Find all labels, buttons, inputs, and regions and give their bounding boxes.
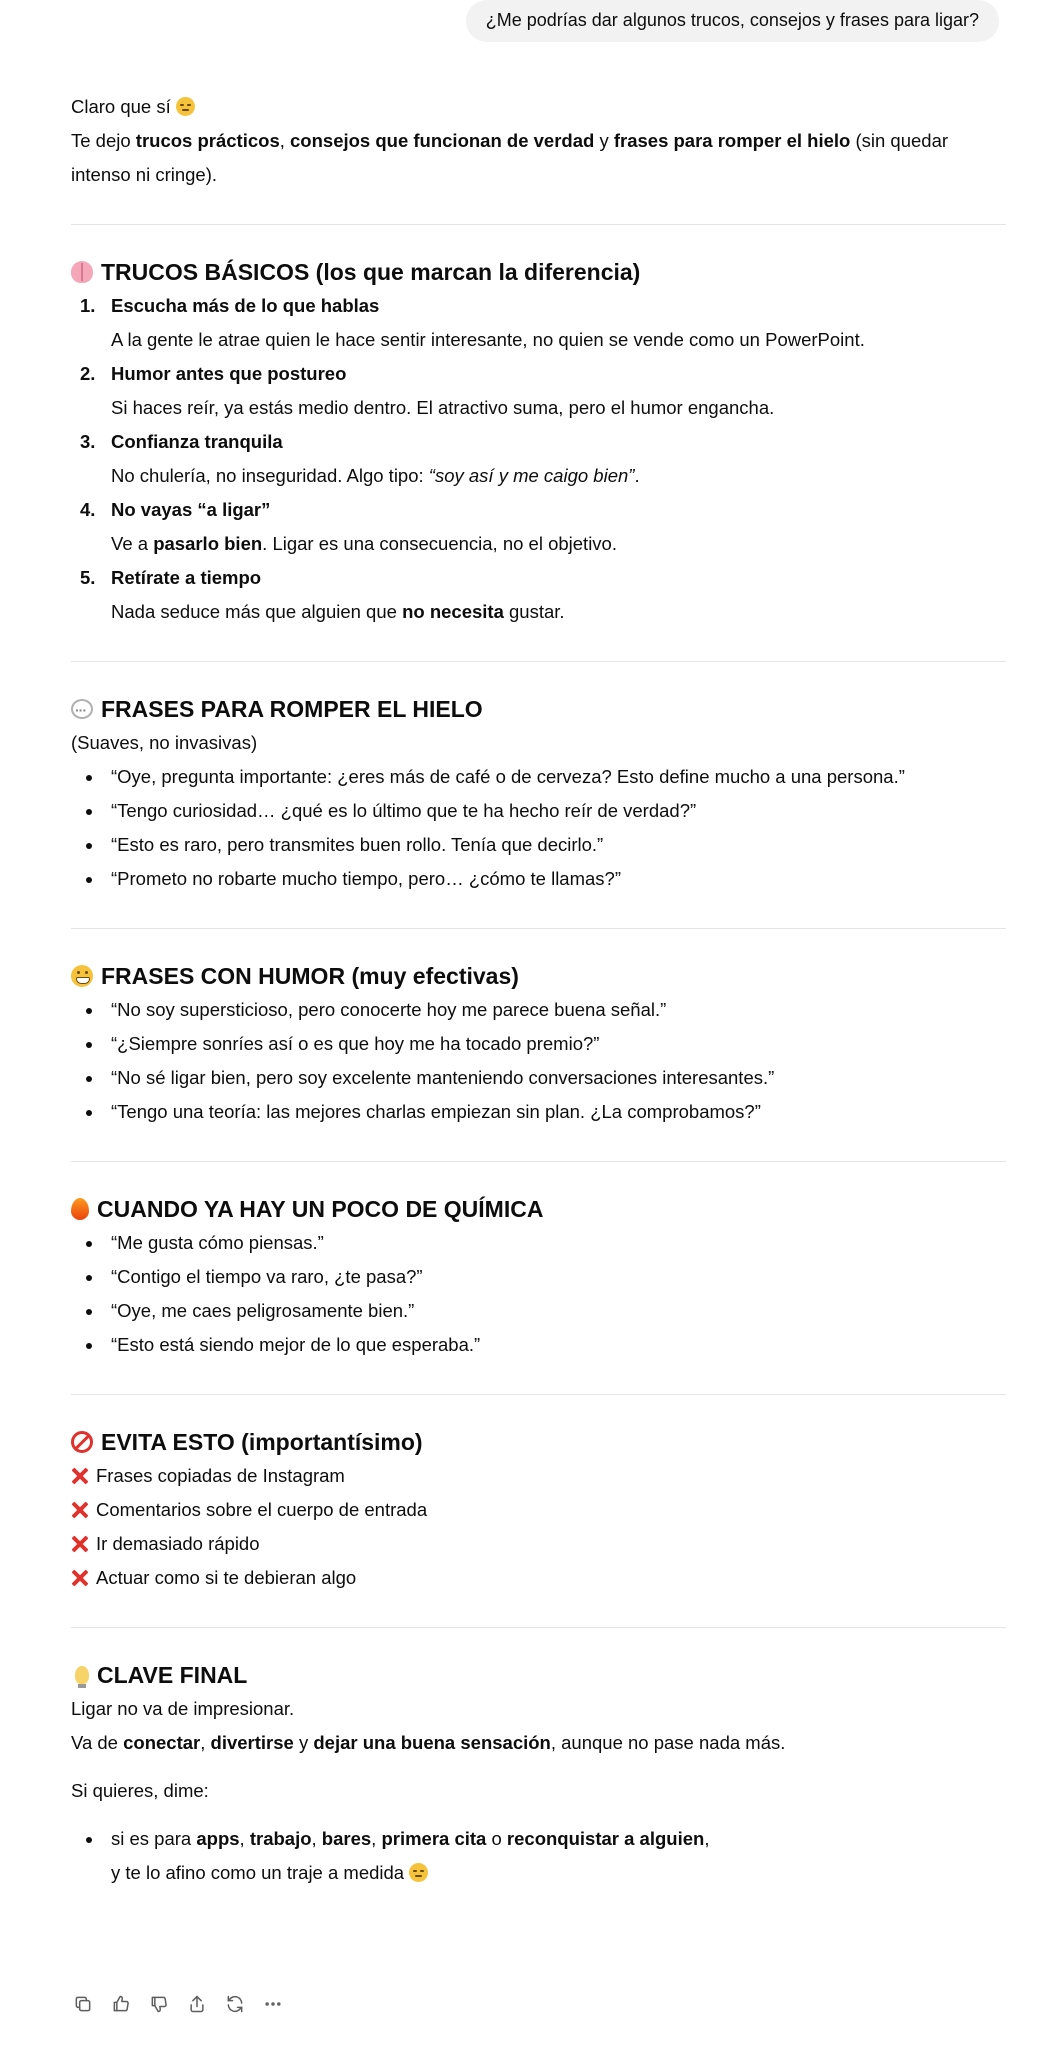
assistant-reply (71, 90, 1006, 1890)
list-item: “Me gusta cómo piensas.” (71, 1226, 1006, 1260)
brain-icon (71, 261, 93, 283)
list-item: “¿Siempre sonríes así o es que hoy me ha tocado premio?” (71, 1027, 1006, 1061)
thumbs-down-icon[interactable] (147, 1992, 171, 2016)
avoid-list (71, 1459, 1006, 1595)
list-item: Actuar como si te debieran algo (71, 1561, 1006, 1595)
smirk-face-icon (176, 97, 195, 116)
chemistry-list (71, 1226, 1006, 1362)
list-item: “Oye, me caes peligrosamente bien.” (71, 1294, 1006, 1328)
list-item: 1. Escucha más de lo que hablas A la gente le atrae quien le hace sentir interesante, no quien se vende como un PowerPoint. (80, 295, 865, 350)
message-actions (71, 1992, 285, 2016)
intro-line1: Claro que sí (71, 90, 1006, 124)
speech-bubble-icon (71, 699, 93, 719)
section-title-avoid: EVITA ESTO (importantísimo) (71, 1425, 1006, 1459)
list-item: “Prometo no robarte mucho tiempo, pero… ¿cómo te llamas?” (71, 862, 1006, 896)
list-item: si es para apps, trabajo, bares, primera cita o reconquistar a alguien, y te lo afino como un traje a medida (71, 1822, 1006, 1890)
list-item: “Esto es raro, pero transmites buen rollo. Tenía que decirlo.” (71, 828, 1006, 862)
no-entry-icon (71, 1431, 93, 1453)
regenerate-icon[interactable] (223, 1992, 247, 2016)
final-ask: Si quieres, dime: (71, 1780, 209, 1801)
section-title-chemistry: CUANDO YA HAY UN POCO DE QUÍMICA (71, 1192, 1006, 1226)
grinning-face-icon (71, 965, 93, 987)
list-item: “Tengo curiosidad… ¿qué es lo último que te ha hecho reír de verdad?” (71, 794, 1006, 828)
section-title-icebreakers: ··· FRASES PARA ROMPER EL HIELO (71, 692, 1006, 726)
list-item: Comentarios sobre el cuerpo de entrada (71, 1493, 1006, 1527)
list-item: “Tengo una teoría: las mejores charlas empiezan sin plan. ¿La comprobamos?” (71, 1095, 1006, 1129)
copy-icon[interactable] (71, 1992, 95, 2016)
list-item: Ir demasiado rápido (71, 1527, 1006, 1561)
section-title-humor: FRASES CON HUMOR (muy efectivas) (71, 959, 1006, 993)
list-item: “No soy supersticioso, pero conocerte hoy me parece buena señal.” (71, 993, 1006, 1027)
list-item: “Contigo el tiempo va raro, ¿te pasa?” (71, 1260, 1006, 1294)
intro-line2: Te dejo trucos prácticos, consejos que funcionan de verdad y frases para romper el hielo (sin quedar intenso ni cringe). (71, 130, 949, 185)
list-item: “Esto está siendo mejor de lo que esperaba.” (71, 1328, 1006, 1362)
final-line1: Ligar no va de impresionar. (71, 1698, 295, 1719)
more-icon[interactable] (261, 1992, 285, 2016)
user-message-bubble (466, 0, 999, 42)
list-item: 3. Confianza tranquila No chulería, no inseguridad. Algo tipo: “soy así y me caigo bien”. (80, 431, 640, 486)
list-item: “Oye, pregunta importante: ¿eres más de café o de cerveza? Esto define mucho a una persona.” (71, 760, 1006, 794)
cross-mark-icon (71, 1501, 89, 1519)
light-bulb-icon (75, 1666, 89, 1684)
list-item: Frases copiadas de Instagram (71, 1459, 1006, 1493)
section-title-tricks: TRUCOS BÁSICOS (los que marcan la diferencia) (71, 255, 1006, 289)
list-item: 2. Humor antes que postureo Si haces reír, ya estás medio dentro. El atractivo suma, pero el humor engancha. (80, 363, 775, 418)
humor-list (71, 993, 1006, 1129)
cross-mark-icon (71, 1535, 89, 1553)
list-item: 4. No vayas “a ligar” Ve a pasarlo bien. Ligar es una consecuencia, no el objetivo. (80, 499, 617, 554)
list-item: “No sé ligar bien, pero soy excelente manteniendo conversaciones interesantes.” (71, 1061, 1006, 1095)
final-line2: Va de conectar, divertirse y dejar una buena sensación, aunque no pase nada más. (71, 1732, 786, 1753)
share-icon[interactable] (185, 1992, 209, 2016)
section-title-final: CLAVE FINAL (71, 1658, 1006, 1692)
smirk-face-icon (409, 1863, 428, 1882)
cross-mark-icon (71, 1569, 89, 1587)
icebreakers-subtitle: (Suaves, no invasivas) (71, 732, 258, 753)
cross-mark-icon (71, 1467, 89, 1485)
icebreakers-list (71, 760, 1006, 896)
final-list (71, 1822, 1006, 1890)
tricks-list (71, 289, 1006, 629)
fire-icon (71, 1198, 89, 1220)
user-message-text: ¿Me podrías dar algunos trucos, consejos y frases para ligar? (485, 10, 979, 30)
thumbs-up-icon[interactable] (109, 1992, 133, 2016)
list-item: 5. Retírate a tiempo Nada seduce más que alguien que no necesita gustar. (80, 567, 565, 622)
